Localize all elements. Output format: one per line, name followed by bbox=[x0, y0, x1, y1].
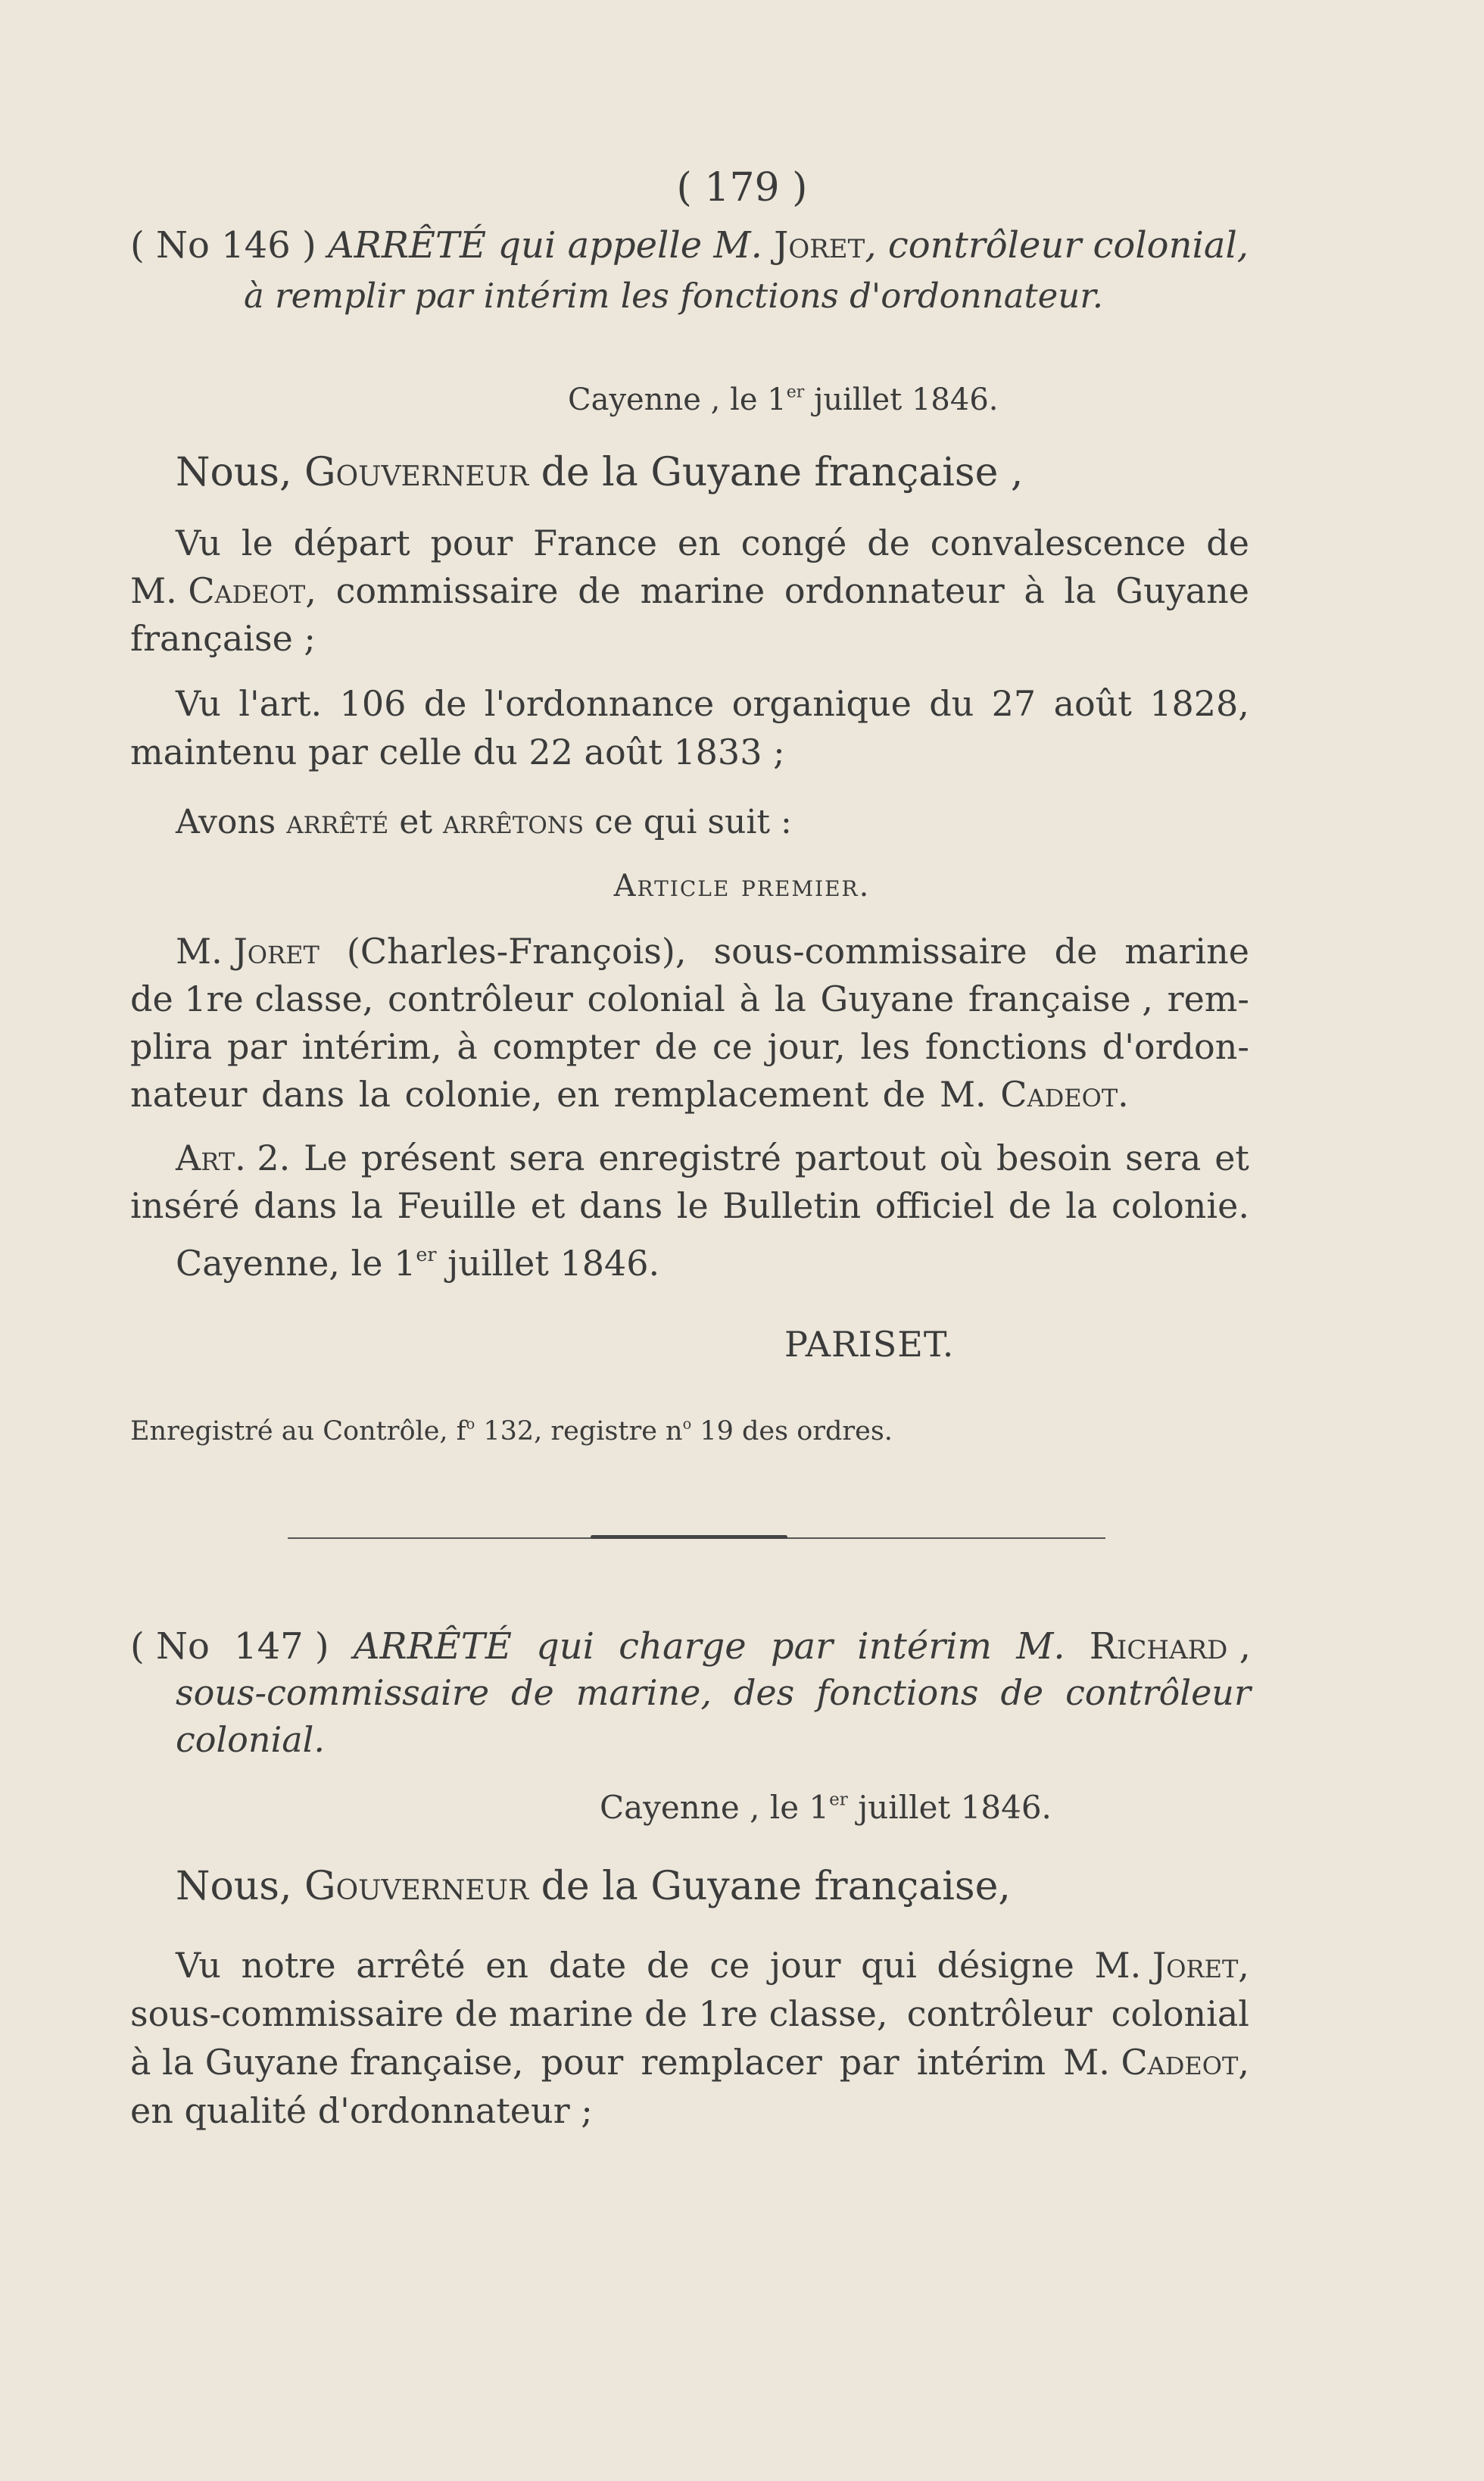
decree-147-consideration-1-line-1: Vu notre arrêté en date de ce jour qui désigne M. Joret, bbox=[176, 1945, 1249, 1986]
decree-146-governor: Nous, Gouverneur de la Guyane française , bbox=[176, 450, 1024, 495]
decree-147-place-date: Cayenne , le 1er juillet 1846. bbox=[600, 1789, 1052, 1826]
decree-146-number: ( No 146 ) bbox=[130, 224, 316, 267]
decree-146-article-1-line-2: de 1re classe, contrôleur colonial à la Guyane française , rem- bbox=[130, 978, 1249, 1019]
decree-146-article-1-line-3: plira par intérim, à compter de ce jour, les fonctions d'ordon- bbox=[130, 1026, 1249, 1067]
decree-147-consideration-1-line-3: à la Guyane française, pour remplacer par intérim M. Cadeot, bbox=[130, 2042, 1249, 2083]
decree-146-consideration-1-line-1: Vu le départ pour France en congé de convalescence de bbox=[176, 523, 1249, 563]
decree-146-article-2-line-2: inséré dans la Feuille et dans le Bulletin officiel de la colonie. bbox=[130, 1185, 1249, 1226]
decree-146-decision: Avons arrêté et arrêtons ce qui suit : bbox=[176, 803, 792, 841]
decree-146-consideration-1-line-2: M. Cadeot, commissaire de marine ordonnateur à la Guyane bbox=[130, 570, 1249, 611]
decree-146-place-date: Cayenne , le 1er juillet 1846. bbox=[568, 382, 999, 417]
decree-146-article-1-line-4: nateur dans la colonie, en remplacement de M. Cadeot. bbox=[130, 1074, 1129, 1115]
decree-147-consideration-1-line-4: en qualité d'ordonnateur ; bbox=[130, 2090, 593, 2131]
decree-146-name: Joret bbox=[774, 224, 865, 267]
decree-146-article-2-line-1: Art. 2. Le présent sera enregistré partout où besoin sera et bbox=[176, 1138, 1249, 1178]
decree-146-desc-1: qui appelle M. bbox=[497, 224, 762, 267]
decree-146-article-heading: Article premier. bbox=[613, 869, 871, 903]
decree-146-consideration-2-line-1: Vu l'art. 106 de l'ordonnance organique du 27 août 1828, bbox=[176, 683, 1249, 724]
decree-146-registration: Enregistré au Contrôle, $f^o$ 132, registre $n^o$ 19 des ordres. bbox=[130, 1415, 893, 1446]
decree-147-governor: Nous, Gouverneur de la Guyane française, bbox=[176, 1864, 1011, 1909]
section-divider-ornament bbox=[591, 1535, 787, 1539]
decree-146-signature: PARISET. bbox=[784, 1324, 955, 1365]
decree-146-article-1-line-1: M. Joret (Charles-François), sous-commissaire de marine bbox=[176, 931, 1249, 972]
decree-146-heading-line-2: à remplir par intérim les fonctions d'ordonnateur. bbox=[244, 276, 1104, 316]
decree-146-closing-date: Cayenne, le 1er juillet 1846. bbox=[176, 1243, 660, 1284]
decree-147-heading-line-1: ( No 147 ) ARRÊTÉ qui charge par intérim M. Richard , bbox=[130, 1625, 1251, 1668]
decree-146-desc-2: , contrôleur colonial, bbox=[865, 224, 1249, 267]
decree-146-title: ARRÊTÉ bbox=[328, 224, 487, 267]
decree-146-consideration-2-line-2: maintenu par celle du 22 août 1833 ; bbox=[130, 732, 785, 772]
decree-147-heading-line-2: sous-commissaire de marine, des fonctions de contrôleur bbox=[176, 1672, 1251, 1713]
decree-146-consideration-1-line-3: française ; bbox=[130, 618, 316, 659]
page-number: ( 179 ) bbox=[676, 165, 808, 211]
decree-147-heading-line-3: colonial. bbox=[176, 1719, 325, 1760]
decree-147-consideration-1-line-2: sous-commissaire de marine de 1re classe, contrôleur colonial bbox=[130, 1993, 1249, 2034]
decree-146-heading-line-1 bbox=[130, 224, 1249, 267]
